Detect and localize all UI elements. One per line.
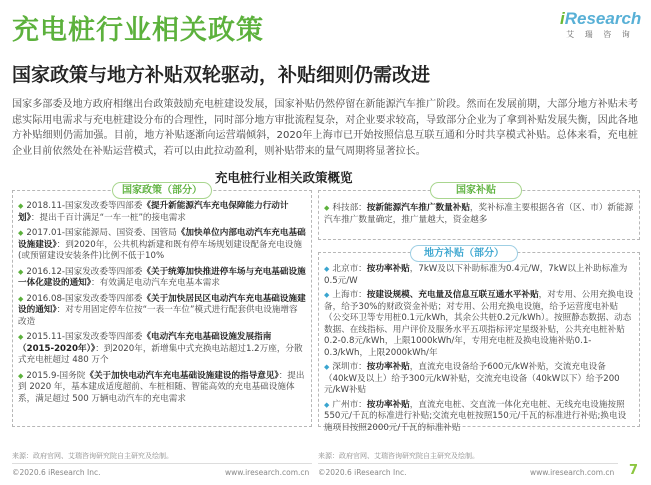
subsidy-head: 广州市： — [332, 399, 367, 410]
national-subsidy-list — [324, 203, 634, 226]
footer-divider-right — [318, 463, 618, 464]
iresearch-logo — [560, 10, 640, 40]
policy-body: ：提出到 2020 年，基本建成适度超前、车桩相随、智能高效的充电基础设施体系，满足超过 500 万辆电动汽车的充电需求 — [18, 370, 305, 404]
page-subtitle: 国家政策与地方补贴双轮驱动，补贴细则仍需改进 — [12, 64, 431, 86]
subsidy-title: 按功率补贴 — [366, 362, 410, 372]
policy-body: ：对专用固定停车位按“一表一车位”模式进行配套供电设施增容改造 — [18, 305, 298, 327]
subsidy-body: ，7kW及以下补助标准为0.4元/W，7kW以上补助标准为0.5元/W — [324, 264, 628, 286]
local-subsidy-list — [324, 264, 634, 434]
page-number: 7 — [629, 463, 639, 478]
policy-item: ◆ 2015.9-国务院《关于加快电动汽车充电基础设施建设的指导意见》：提出到 2020 年，基本建成适度超前、车桩相随、智能高效的充电基础设施体系，满足超过 500 万辆电动汽车的充电需求 — [18, 370, 305, 404]
policy-head: 2015.9-国务院 — [26, 370, 86, 381]
footer-copyright-right: ©2020.6 iResearch Inc. — [318, 468, 407, 477]
national-policy-label: 国家政策（部分） — [112, 182, 212, 199]
subsidy-head: 上海市： — [332, 290, 367, 300]
policy-head: 2017.01-国家能源局、国资委、国管局 — [26, 228, 177, 238]
policy-body: ：提出千百计满足“一车一桩”的接电需求 — [30, 212, 186, 223]
left-source-note: 来源：政府官网、艾瑞咨询研究院自主研究及绘制。 — [12, 452, 173, 460]
policy-title: 《关于统筹加快推进停车场与充电基础设施一体化建设的通知》 — [18, 266, 306, 288]
logo-subtitle: 艾 瑞 咨 询 — [566, 30, 634, 39]
subsidy-title: 按建设规模、充电量及信息互联互通水平补贴 — [366, 290, 539, 300]
subsidy-title: 按功率补贴 — [366, 264, 410, 274]
overview-title: 充电桩行业相关政策概览 — [212, 168, 356, 186]
right-source-note: 来源：政府官网、艾瑞咨询研究院自主研究及绘制。 — [318, 452, 479, 460]
policy-head: 2016.08-国家发改委等四部委 — [26, 293, 143, 304]
policy-item: ◆ 2016.12-国家发改委等四部委《关于统筹加快推进停车场与充电基础设施一体化建设的通知》：有效满足电动汽车充电基本需求 — [18, 266, 306, 288]
logo-research: Research — [564, 9, 642, 28]
policy-body: ：到2020年，公共机构新建和既有停车场规划建设配备充电设施(或预留建设安装条件)比例不低于10% — [18, 239, 302, 261]
subsidy-item: ◆ 广州市：按功率补贴，直流充电桩、交直流一体化充电桩、无线充电设施按照550元/千瓦的标准进行补贴;交流充电桩按照150元/千瓦的标准进行补贴;换电设施项目按照2000元/千瓦的标准补贴 — [324, 399, 627, 433]
subsidy-item: ◆ 科技部：按新能源汽车推广数量补贴，奖补标准主要根据各省（区、市）新能源汽车推广数量确定，推广量越大，资金越多 — [324, 203, 634, 225]
subsidy-title: 按功率补贴 — [366, 399, 410, 410]
policy-head: 2018.11-国家发改委等四部委 — [26, 201, 143, 211]
policy-title: 《电动汽车充电基础设施发展指南（2015-2020年）》 — [18, 332, 272, 354]
policy-title: 《关于加快居民区电动汽车充电基础设施建设的通知》 — [18, 293, 306, 315]
subsidy-body: ，对专用、公用充换电设备，给予30%的财政资金补贴；对专用、公用充换电设施，给予运营度电补贴（公交环卫等专用桩0.1元/kWh，其余公共桩0.2元/kWh）。按照静态数据、动态数据、在线指标、用户评价及服务水平五项指标评定星级补贴，公共充电桩补贴0.2-0.8元/kWh，上限1000kWh/年，专用充电桩及换电设施补贴0.1-0.3/kWh，上限2000kWh/年 — [324, 290, 634, 358]
subsidy-item: ◆ 北京市：按功率补贴，7kW及以下补助标准为0.4元/W，7kW以上补助标准为0.5元/W — [324, 264, 628, 286]
local-subsidy-label: 地方补贴（部分） — [410, 245, 518, 262]
subsidy-body: ，直流充电桩、交直流一体化充电桩、无线充电设施按照550元/千瓦的标准进行补贴;交流充电桩按照150元/千瓦的标准进行补贴;换电设施项目按照2000元/千瓦的标准补贴 — [324, 399, 627, 433]
footer-url-right: www.iresearch.com.cn — [530, 468, 615, 477]
policy-body: ：到2020年，新增集中式充换电站超过1.2万座，分散式充电桩超过 480 万个 — [18, 343, 303, 365]
policy-title: 《关于加快电动汽车充电基础设施建设的指导意见》 — [85, 370, 279, 381]
subsidy-item: ◆ 上海市：按建设规模、充电量及信息互联互通水平补贴，对专用、公用充换电设备，给予30%的财政资金补贴；对专用、公用充换电设施，给予运营度电补贴（公交环卫等专用桩0.1元/kWh，其余公共桩0.2元/kWh）。按照静态数据、动态数据、在线指标、用户评价及服务水平五项指标评定星级补贴，公共充电桩补贴0.2-0.8元/kWh，上限1000kWh/年，专用充电桩及换电设施补贴0.1-0.3/kWh，上限2000kWh/年 — [324, 290, 634, 358]
subsidy-head: 深圳市： — [332, 362, 367, 372]
logo-i: i — [560, 9, 565, 28]
page-title: 充电桩行业相关政策 — [12, 15, 264, 46]
footer-url-left: www.iresearch.com.cn — [225, 468, 310, 477]
subsidy-item: ◆ 深圳市：按功率补贴，直流充电设备给予600元/kW补贴，交流充电设备（40kW及以上）给予300元/kW补贴，交流充电设备（40kW以下）给予200元/kW补贴 — [324, 362, 620, 395]
policy-body: ：有效满足电动汽车充电基本需求 — [91, 278, 220, 288]
policy-head: 2016.12-国家发改委等四部委 — [26, 266, 143, 277]
subsidy-body: ，奖补标准主要根据各省（区、市）新能源汽车推广数量确定，推广量越大，资金越多 — [324, 203, 634, 225]
national-policy-list — [18, 201, 306, 405]
subsidy-title: 按新能源汽车推广数量补贴 — [366, 203, 470, 213]
subsidy-body: ，直流充电设备给予600元/kW补贴，交流充电设备（40kW及以上）给予300元/kW补贴，交流充电设备（40kW以下）给予200元/kW补贴 — [324, 362, 620, 395]
policy-title: 《提升新能源汽车充电保障能力行动计划》 — [18, 201, 289, 223]
policy-item: ◆ 2015.11-国家发改委等四部委《电动汽车充电基础设施发展指南（2015-2020年）》：到2020年，新增集中式充换电站超过1.2万座，分散式充电桩超过 480 万个 — [18, 332, 303, 365]
policy-item: ◆ 2016.08-国家发改委等四部委《关于加快居民区电动汽车充电基础设施建设的通知》：对专用固定停车位按“一表一车位”模式进行配套供电设施增容改造 — [18, 293, 306, 327]
policy-title: 《加快单位内部电动汽车充电基础设施建设》 — [18, 228, 306, 250]
policy-head: 2015.11-国家发改委等四部委 — [26, 332, 143, 342]
intro-paragraph: 国家多部委及地方政府相继出台政策鼓励充电桩建设发展，国家补贴仍然停留在新能源汽车推广阶段。然而在发展前期，大部分地方补贴未考虑实际用电需求与充电桩建设分布的合理性，同时部分地方审批流程复杂，对企业要求较高，导致部分企业为了拿到补贴发展失衡，因此各地方补贴细则仍需加强。目前，地方补贴逐渐向运营端倾斜，2020年上海市已开始按照信息互联互通和分时共享模式补贴。总体来看，充电桩企业目前依然处在补贴运营模式，若可以由此拉动盈利，则补贴带来的量气周期将显著拉长。 — [12, 99, 638, 158]
footer-divider-left — [12, 463, 312, 464]
subsidy-head: 北京市： — [332, 264, 367, 274]
footer-copyright-left: ©2020.6 iResearch Inc. — [12, 468, 101, 477]
national-subsidy-label: 国家补贴 — [430, 182, 522, 199]
subsidy-head: 科技部： — [332, 203, 367, 213]
policy-item: ◆ 2018.11-国家发改委等四部委《提升新能源汽车充电保障能力行动计划》：提出千百计满足“一车一桩”的接电需求 — [18, 201, 289, 223]
policy-item: ◆ 2017.01-国家能源局、国资委、国管局《加快单位内部电动汽车充电基础设施建设》：到2020年，公共机构新建和既有停车场规划建设配备充电设施(或预留建设安装条件)比例不低于10% — [18, 228, 306, 261]
